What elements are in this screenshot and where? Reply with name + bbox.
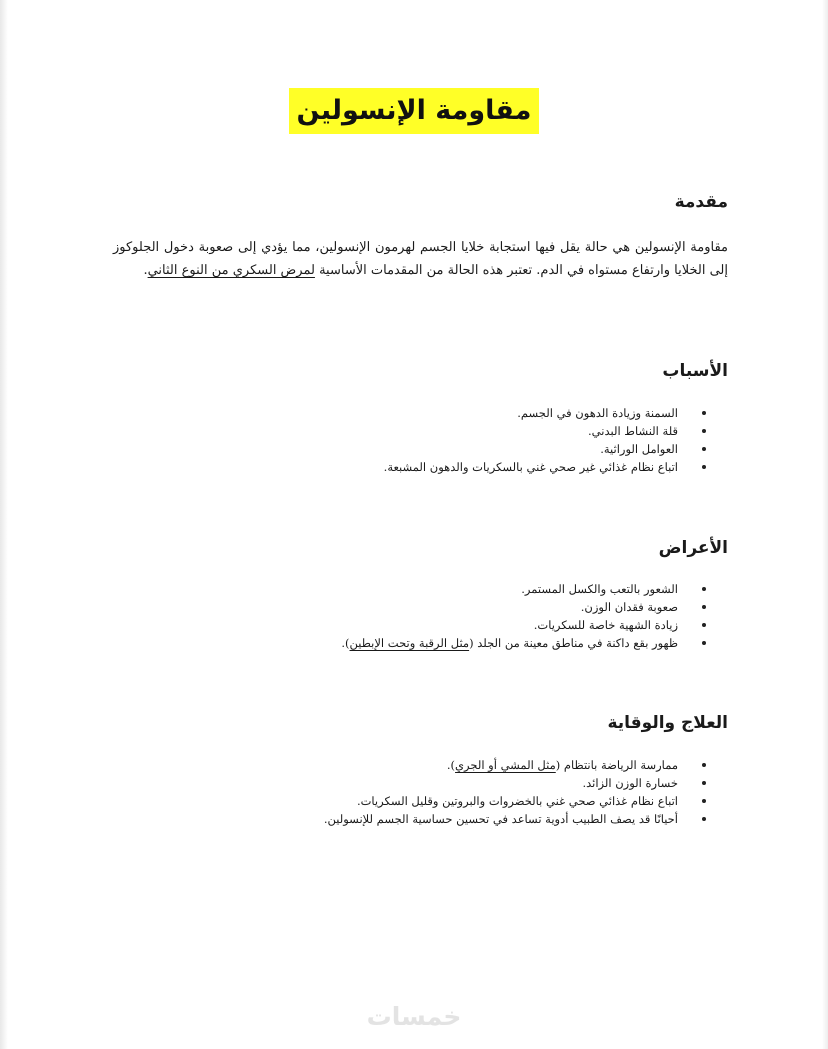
intro-paragraph [113,236,728,282]
bullet-icon [702,605,706,609]
bullet-icon [702,817,706,821]
underlined-example: مثل الرقبة وتحت الإبطين [349,636,470,650]
causes-list-container [384,404,728,476]
treatment-list [324,756,728,828]
intro-text-end: . [143,263,148,278]
symptoms-section [659,536,728,560]
symptoms-list-container [341,580,728,652]
bullet-icon [702,799,706,803]
treatment-section [607,711,728,735]
bullet-icon [702,641,706,645]
intro-section [675,190,728,214]
intro-underlined-text: لمرض السكري من النوع الثاني [147,263,315,278]
bullet-icon [702,465,706,469]
list-item: ممارسة الرياضة بانتظام (مثل المشي أو الجري). [324,756,728,774]
list-item: اتباع نظام غذائي غير صحي غني بالسكريات والدهون المشبعة. [384,458,728,476]
intro-text: مقاومة الإنسولين هي حالة يقل فيها استجابة خلايا الجسم لهرمون الإنسولين، مما يؤدي إلى صعوبة دخول الجلوكوز إلى الخلايا وارتفاع مستواه في الدم. تعتبر هذه الحالة من المقدمات الأساسية [113,240,728,278]
underlined-example: مثل المشي أو الجري [455,758,556,772]
bullet-icon [702,429,706,433]
intro-heading: مقدمة [674,192,728,212]
causes-section [662,359,728,383]
treatment-heading: العلاج والوقاية [607,713,728,733]
bullet-icon [702,781,706,785]
list-item: خسارة الوزن الزائد. [324,774,728,792]
bullet-icon [702,587,706,591]
list-item: اتباع نظام غذائي صحي غني بالخضروات والبروتين وقليل السكريات. [324,792,728,810]
bullet-icon [702,411,706,415]
list-item: ظهور بقع داكنة في مناطق معينة من الجلد (مثل الرقبة وتحت الإبطين). [341,634,728,652]
list-item: الشعور بالتعب والكسل المستمر. [341,580,728,598]
list-item: السمنة وزيادة الدهون في الجسم. [384,404,728,422]
list-item: قلة النشاط البدني. [384,422,728,440]
symptoms-heading: الأعراض [658,538,728,558]
list-item: صعوبة فقدان الوزن. [341,598,728,616]
page-edge-shadow [822,0,828,1049]
list-item: أحيانًا قد يصف الطبيب أدوية تساعد في تحسين حساسية الجسم للإنسولين. [324,810,728,828]
watermark-logo: خمسات [366,1002,462,1031]
causes-heading: الأسباب [662,361,728,381]
bullet-icon [702,623,706,627]
treatment-list-container [324,756,728,828]
symptoms-list [341,580,728,652]
page-edge-shadow [0,0,8,1049]
list-item: العوامل الوراثية. [384,440,728,458]
causes-list [384,404,728,476]
document-title: مقاومة الإنسولين [289,88,540,134]
bullet-icon [702,447,706,451]
list-item: زيادة الشهية خاصة للسكريات. [341,616,728,634]
bullet-icon [702,763,706,767]
title-container [0,88,828,134]
